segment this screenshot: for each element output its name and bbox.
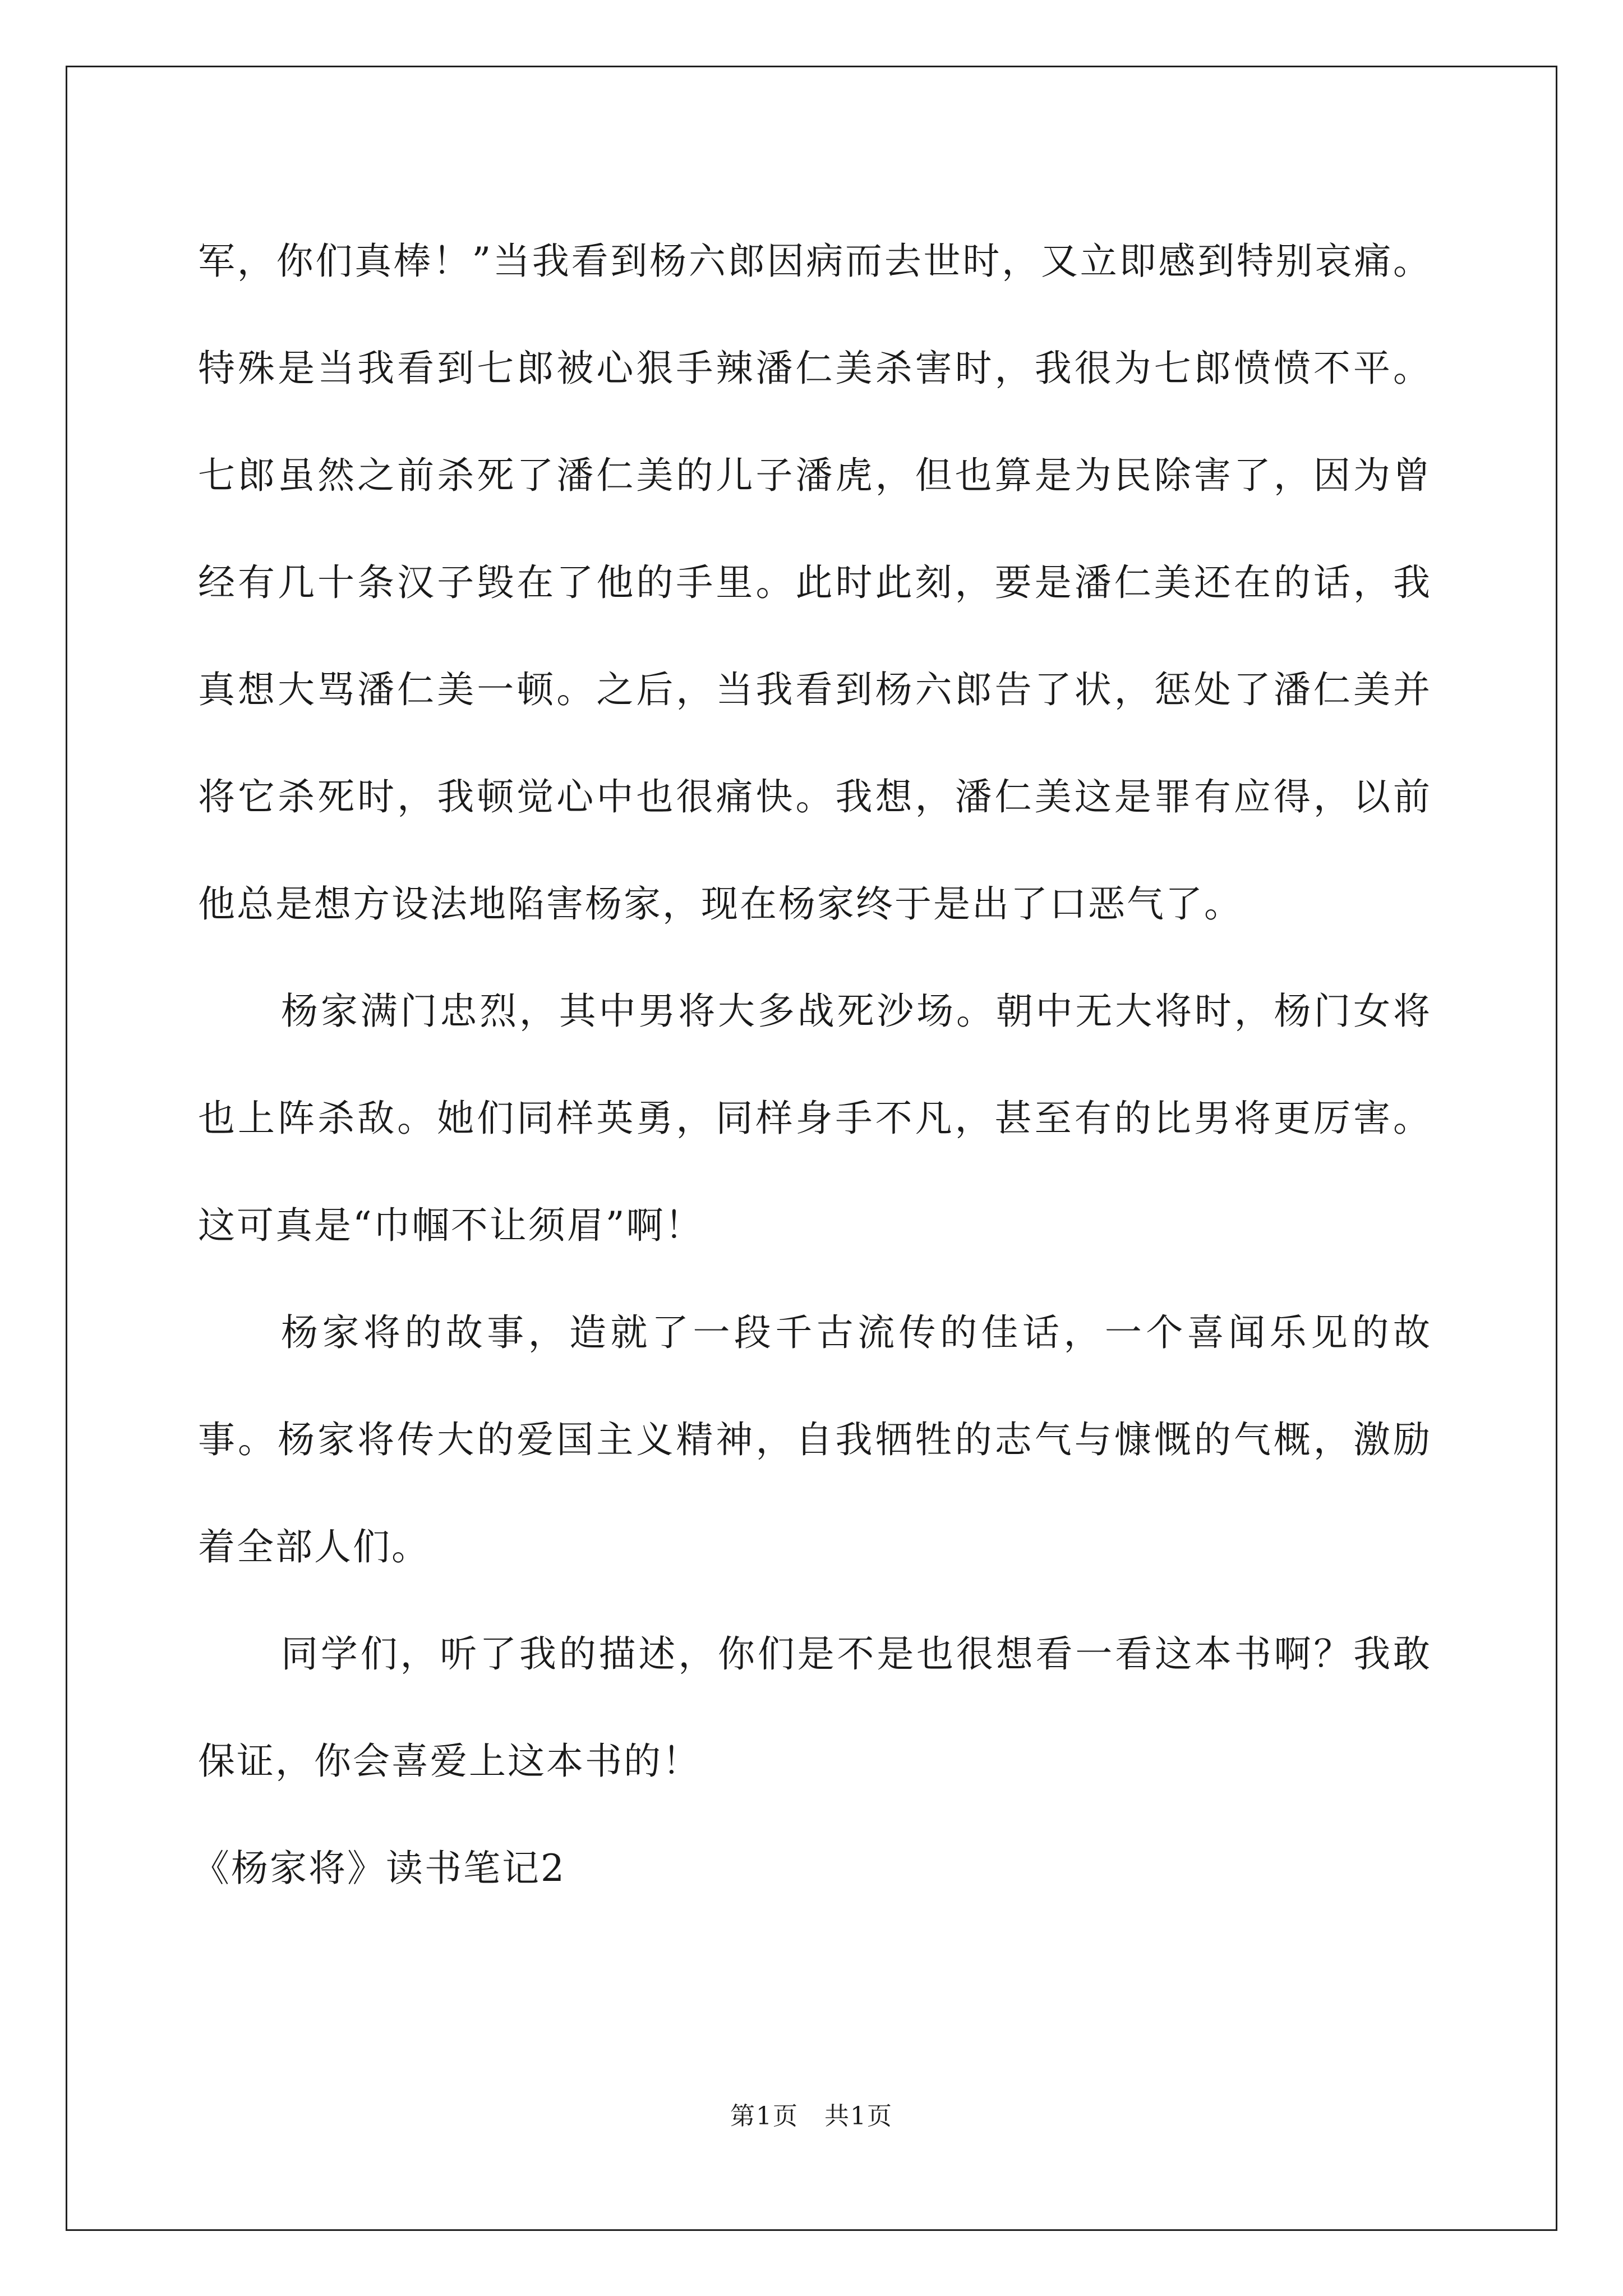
paragraph-1: 军，你们真棒！”当我看到杨六郎因病而去世时，又立即感到特别哀痛。特殊是当我看到七郎被心狠手辣潘仁美杀害时，我很为七郎愤愤不平。七郎虽然之前杀死了潘仁美的儿子潘虎，但也算是为民除害了，因为曾经有几十条汉子毁在了他的手里。此时此刻，要是潘仁美还在的话，我真想大骂潘仁美一顿。之后，当我看到杨六郎告了状，惩处了潘仁美并将它杀死时，我顿觉心中也很痛快。我想，潘仁美这是罪有应得，以前他总是想方设法地陷害杨家，现在杨家终于是出了口恶气了。 [198,240,1432,926]
page-footer: 第1页 共1页 [730,2102,893,2131]
paragraph-2: 杨家满门忠烈，其中男将大多战死沙场。朝中无大将时，杨门女将也上阵杀敌。她们同样英勇，同样身手不凡，甚至有的比男将更厉害。这可真是“巾帼不让须眉”啊！ [198,990,1432,1247]
paragraph-3: 杨家将的故事，造就了一段千古流传的佳话，一个喜闻乐见的故事。杨家将传大的爱国主义精神，自我牺牲的志气与慷慨的气概，激励着全部人们。 [198,1311,1432,1568]
section-title: 《杨家将》读书笔记2 [192,1847,566,1890]
paragraph-4: 同学们，听了我的描述，你们是不是也很想看一看这本书啊？我敢保证，你会喜爱上这本书的！ [198,1632,1432,1783]
document-body [192,208,1432,1922]
